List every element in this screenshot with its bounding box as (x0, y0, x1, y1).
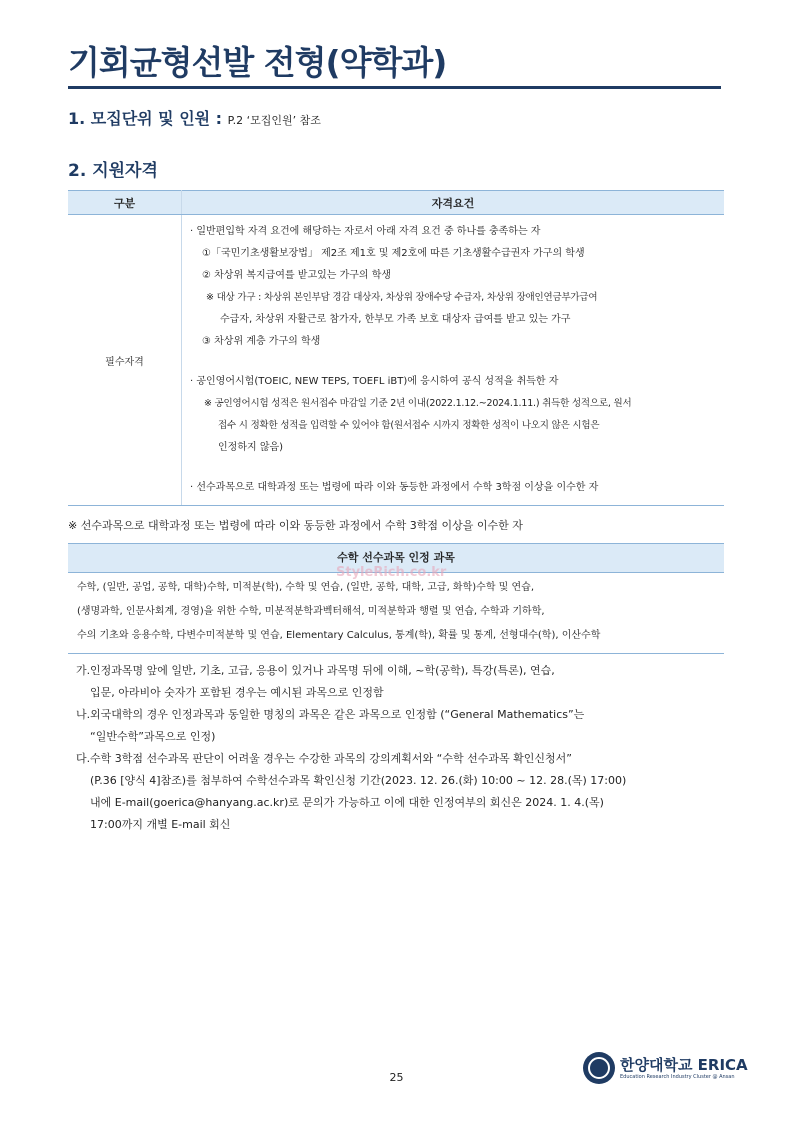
eligibility-table (68, 190, 724, 506)
requirement-line: ※ 대상 가구 : 차상위 본인부담 경감 대상자, 차상위 장애수당 수급자, 차상위 장애인연금부가급여 (206, 292, 598, 303)
requirement-line: · 일반편입학 자격 요건에 해당하는 자로서 아래 자격 요건 중 하나를 충족하는 자 (190, 226, 541, 237)
subjects-line: 수의 기초와 응용수학, 다변수미적분학 및 연습, Elementary Calculus, 통계(학), 확률 및 통계, 선형대수(학), 이산수학 (77, 630, 601, 641)
item-line: 인정과목명 앞에 일반, 기초, 고급, 응용이 있거나 과목명 뒤에 이해, ~학(공학), 특강(특론), 연습, (90, 664, 555, 677)
item-line: 17:00까지 개별 E-mail 회신 (90, 818, 231, 831)
requirement-line: 인정하지 않음) (218, 442, 284, 453)
requirement-line: · 공인영어시험(TOEIC, NEW TEPS, TOEFL iBT)에 응시하여 공식 성적을 취득한 자 (190, 376, 559, 387)
item-marker: 가. (76, 664, 91, 677)
item-line: 외국대학의 경우 인정과목과 동일한 명칭의 과목은 같은 과목으로 인정함 (“General Mathematics”는 (90, 708, 585, 721)
subjects-header: 수학 선수과목 인정 과목 (68, 543, 724, 573)
requirement-line: 접수 시 정확한 성적을 입력할 수 있어야 함(원서접수 시까지 정확한 성적이 나오지 않은 시험은 (218, 420, 600, 431)
item-text (90, 660, 726, 704)
section-reference: P.2 ‘모집인원’ 참조 (227, 114, 321, 127)
section-heading-eligibility: 2. 지원자격 (68, 161, 158, 181)
requirement-line: ①「국민기초생활보장법」 제2조 제1호 및 제2호에 따른 기초생활수급권자 가구의 학생 (202, 248, 585, 259)
item-text (90, 704, 726, 748)
watermark: StyleRich.co.kr (336, 565, 447, 580)
section-heading-text: 1. 모집단위 및 인원 : (68, 109, 223, 128)
spacer-line (190, 353, 724, 371)
item-line: 내에 E-mail(goerica@hanyang.ac.kr)로 문의가 가능하고 이에 대한 인정여부의 회신은 2024. 1. 4.(목) (90, 796, 604, 809)
subjects-line: (생명과학, 인문사회계, 경영)을 위한 수학, 미분적분학과벡터해석, 미적분학과 행렬 및 연습, 수학과 기하학, (77, 606, 545, 617)
title-underline (68, 86, 721, 89)
university-seal-icon (583, 1052, 615, 1084)
university-logo (583, 1052, 748, 1084)
item-line: (P.36 [양식 4]참조)를 첨부하여 수학선수과목 확인신청 기간(2023. 12. 26.(화) 10:00 ~ 12. 28.(목) 17:00) (90, 774, 627, 787)
item-marker: 나. (76, 708, 91, 721)
list-item (76, 660, 726, 704)
table-row (68, 215, 724, 506)
notes-list (76, 660, 726, 836)
requirement-line: 수급자, 차상위 자활근로 참가자, 한부모 가족 보호 대상자 급여를 받고 있는 가구 (220, 314, 571, 325)
header-requirements: 자격요건 (182, 191, 725, 215)
requirements-cell (182, 215, 725, 506)
header-category: 구분 (68, 191, 182, 215)
requirement-line: ③ 차상위 계층 가구의 학생 (202, 336, 321, 347)
item-text (90, 748, 726, 836)
requirement-line: · 선수과목으로 대학과정 또는 법령에 따라 이와 동등한 과정에서 수학 3학점 이상을 이수한 자 (190, 482, 599, 493)
table-header-row (68, 191, 724, 215)
requirement-line: ② 차상위 복지급여를 받고있는 가구의 학생 (202, 270, 392, 281)
requirement-line: ※ 공인영어시험 성적은 원서접수 마감일 기준 2년 이내(2022.1.12.~2024.1.11.) 취득한 성적으로, 원서 (204, 398, 632, 409)
subjects-line: 수학, (일반, 공업, 공학, 대학)수학, 미적분(학), 수학 및 연습, (일반, 공학, 대학, 고급, 화학)수학 및 연습, (77, 582, 534, 593)
list-item (76, 748, 726, 836)
row-label: 필수자격 (68, 215, 182, 506)
page-title: 기회균형선발 전형(약학과) (68, 43, 447, 82)
page-number: 25 (389, 1071, 404, 1084)
item-line: 수학 3학점 선수과목 판단이 어려울 경우는 수강한 과목의 강의계획서와 “수학 선수과목 확인신청서” (90, 752, 572, 765)
list-item (76, 704, 726, 748)
spacer-line (190, 459, 724, 477)
logo-title: 한양대학교 ERICA (620, 1055, 748, 1074)
subjects-list (68, 575, 724, 654)
logo-subtitle: Education Research Industry Cluster @ Ansan (620, 1073, 735, 1080)
section-heading-recruitment (68, 106, 321, 129)
item-line: 입문, 아라비아 숫자가 포함된 경우는 예시된 과목으로 인정함 (90, 686, 384, 699)
item-line: “일반수학”과목으로 인정) (90, 730, 216, 743)
item-marker: 다. (76, 752, 91, 765)
prerequisite-note: ※ 선수과목으로 대학과정 또는 법령에 따라 이와 동등한 과정에서 수학 3학점 이상을 이수한 자 (68, 519, 523, 532)
